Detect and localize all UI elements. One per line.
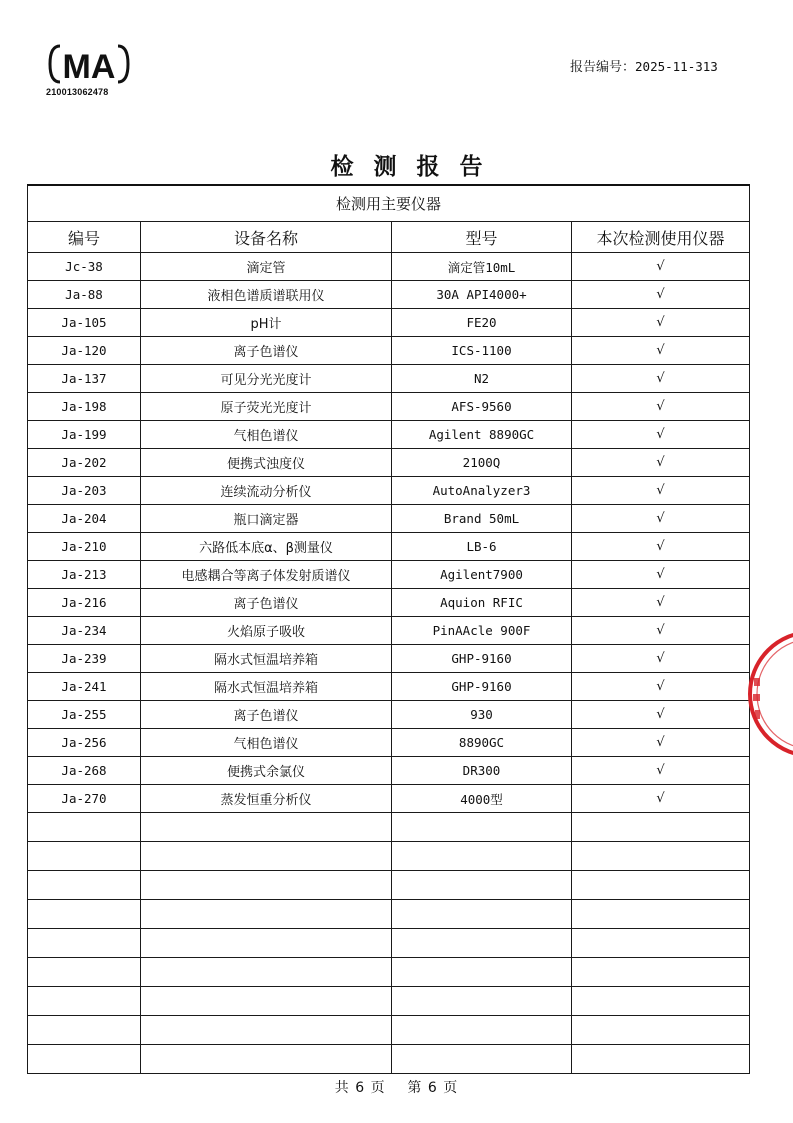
table-row <box>28 477 750 505</box>
blank-table-row <box>28 958 750 987</box>
blank-cell <box>392 813 572 842</box>
instrument-table <box>27 184 750 1074</box>
blank-table-row <box>28 987 750 1016</box>
cell-model: 滴定管10mL <box>392 253 572 281</box>
cell-name: 离子色谱仪 <box>141 337 392 365</box>
cell-model: Agilent 8890GC <box>392 421 572 449</box>
cell-code: Ja-241 <box>28 673 141 701</box>
cell-used-check: √ <box>572 617 750 645</box>
cell-name: 离子色谱仪 <box>141 589 392 617</box>
blank-table-row <box>28 929 750 958</box>
blank-cell <box>141 842 392 871</box>
cell-name: 六路低本底α、β测量仪 <box>141 533 392 561</box>
total-pages: 共 6 页 <box>334 1080 386 1096</box>
red-seal-stamp <box>742 628 793 760</box>
cell-model: AFS-9560 <box>392 393 572 421</box>
table-row <box>28 785 750 813</box>
blank-cell <box>141 1016 392 1045</box>
cell-code: Ja-105 <box>28 309 141 337</box>
cell-model: Agilent7900 <box>392 561 572 589</box>
cell-name: 蒸发恒重分析仪 <box>141 785 392 813</box>
cell-model: 930 <box>392 701 572 729</box>
cell-used-check: √ <box>572 421 750 449</box>
cell-used-check: √ <box>572 449 750 477</box>
column-header-model: 型号 <box>392 222 572 253</box>
table-row <box>28 337 750 365</box>
blank-cell <box>572 1016 750 1045</box>
blank-cell <box>392 929 572 958</box>
table-row <box>28 253 750 281</box>
cell-code: Ja-202 <box>28 449 141 477</box>
cell-used-check: √ <box>572 533 750 561</box>
blank-cell <box>28 813 141 842</box>
cell-name: 原子荧光光度计 <box>141 393 392 421</box>
cell-code: Ja-255 <box>28 701 141 729</box>
table-row <box>28 393 750 421</box>
cell-model: AutoAnalyzer3 <box>392 477 572 505</box>
cell-used-check: √ <box>572 337 750 365</box>
table-row <box>28 617 750 645</box>
cell-used-check: √ <box>572 561 750 589</box>
current-page: 第 6 页 <box>407 1080 459 1096</box>
blank-table-row <box>28 1016 750 1045</box>
blank-cell <box>572 1045 750 1074</box>
cell-used-check: √ <box>572 281 750 309</box>
blank-table-row <box>28 813 750 842</box>
cell-used-check: √ <box>572 393 750 421</box>
cell-code: Ja-88 <box>28 281 141 309</box>
blank-cell <box>28 958 141 987</box>
blank-cell <box>392 1045 572 1074</box>
table-header-row <box>28 222 750 253</box>
cma-logo-text: MA <box>62 48 116 86</box>
table-row <box>28 729 750 757</box>
report-number-label: 报告编号： <box>570 60 636 75</box>
cell-name: 火焰原子吸收 <box>141 617 392 645</box>
table-row <box>28 309 750 337</box>
cell-model: DR300 <box>392 757 572 785</box>
table-row <box>28 561 750 589</box>
cell-model: GHP-9160 <box>392 645 572 673</box>
blank-cell <box>572 900 750 929</box>
page-title: 检测报告 <box>330 153 503 180</box>
blank-cell <box>392 1016 572 1045</box>
cell-used-check: √ <box>572 365 750 393</box>
cell-used-check: √ <box>572 645 750 673</box>
blank-cell <box>392 987 572 1016</box>
blank-table-row <box>28 842 750 871</box>
cell-used-check: √ <box>572 253 750 281</box>
cell-name: 便携式浊度仪 <box>141 449 392 477</box>
blank-table-row <box>28 1045 750 1074</box>
blank-cell <box>28 871 141 900</box>
table-body <box>28 253 750 1074</box>
blank-cell <box>392 842 572 871</box>
cell-name: 气相色谱仪 <box>141 729 392 757</box>
report-number-value: 2025-11-313 <box>635 59 718 74</box>
cell-code: Ja-199 <box>28 421 141 449</box>
table-row <box>28 365 750 393</box>
table-row <box>28 281 750 309</box>
page-footer <box>0 1077 793 1097</box>
blank-cell <box>28 987 141 1016</box>
cell-used-check: √ <box>572 729 750 757</box>
blank-cell <box>392 900 572 929</box>
table-row <box>28 449 750 477</box>
cell-name: 连续流动分析仪 <box>141 477 392 505</box>
blank-cell <box>392 871 572 900</box>
cell-model: FE20 <box>392 309 572 337</box>
table-row <box>28 505 750 533</box>
cell-used-check: √ <box>572 757 750 785</box>
cell-code: Ja-120 <box>28 337 141 365</box>
column-header-used: 本次检测使用仪器 <box>572 222 750 253</box>
table-caption: 检测用主要仪器 <box>28 185 750 222</box>
blank-cell <box>141 871 392 900</box>
cell-name: 瓶口滴定器 <box>141 505 392 533</box>
cell-model: ICS-1100 <box>392 337 572 365</box>
cell-used-check: √ <box>572 589 750 617</box>
blank-table-row <box>28 900 750 929</box>
cell-model: LB-6 <box>392 533 572 561</box>
cell-model: Brand 50mL <box>392 505 572 533</box>
cell-code: Ja-210 <box>28 533 141 561</box>
table-row <box>28 757 750 785</box>
cell-name: 滴定管 <box>141 253 392 281</box>
cell-code: Ja-203 <box>28 477 141 505</box>
blank-cell <box>572 958 750 987</box>
cell-model: 4000型 <box>392 785 572 813</box>
table-row <box>28 673 750 701</box>
cma-certificate-number: 210013062478 <box>46 87 109 97</box>
cell-code: Ja-213 <box>28 561 141 589</box>
cell-model: 30A API4000+ <box>392 281 572 309</box>
cell-code: Ja-198 <box>28 393 141 421</box>
table-row <box>28 645 750 673</box>
cell-code: Ja-268 <box>28 757 141 785</box>
column-header-name: 设备名称 <box>141 222 392 253</box>
cell-used-check: √ <box>572 477 750 505</box>
cell-code: Ja-234 <box>28 617 141 645</box>
cell-model: 8890GC <box>392 729 572 757</box>
cell-model: N2 <box>392 365 572 393</box>
cell-used-check: √ <box>572 505 750 533</box>
cell-model: PinAAcle 900F <box>392 617 572 645</box>
blank-cell <box>28 929 141 958</box>
cell-model: Aquion RFIC <box>392 589 572 617</box>
cell-code: Ja-256 <box>28 729 141 757</box>
blank-cell <box>28 1045 141 1074</box>
blank-cell <box>572 871 750 900</box>
cell-name: 便携式余氯仪 <box>141 757 392 785</box>
cell-code: Ja-137 <box>28 365 141 393</box>
table-row <box>28 421 750 449</box>
table-row <box>28 589 750 617</box>
table-caption-row <box>28 185 750 222</box>
blank-cell <box>141 958 392 987</box>
blank-cell <box>572 842 750 871</box>
cell-used-check: √ <box>572 673 750 701</box>
blank-cell <box>141 813 392 842</box>
cell-used-check: √ <box>572 701 750 729</box>
blank-table-row <box>28 871 750 900</box>
blank-cell <box>28 900 141 929</box>
blank-cell <box>28 1016 141 1045</box>
blank-cell <box>141 987 392 1016</box>
blank-cell <box>572 987 750 1016</box>
blank-cell <box>572 813 750 842</box>
table-row <box>28 533 750 561</box>
cell-used-check: √ <box>572 309 750 337</box>
cell-name: 电感耦合等离子体发射质谱仪 <box>141 561 392 589</box>
cell-used-check: √ <box>572 785 750 813</box>
blank-cell <box>141 929 392 958</box>
cell-name: pH计 <box>141 309 392 337</box>
blank-cell <box>141 900 392 929</box>
blank-cell <box>572 929 750 958</box>
table-row <box>28 701 750 729</box>
cell-name: 离子色谱仪 <box>141 701 392 729</box>
blank-cell <box>141 1045 392 1074</box>
cell-name: 可见分光光度计 <box>141 365 392 393</box>
cell-code: Ja-239 <box>28 645 141 673</box>
cell-name: 气相色谱仪 <box>141 421 392 449</box>
cell-code: Ja-270 <box>28 785 141 813</box>
column-header-code: 编号 <box>28 222 141 253</box>
cell-model: GHP-9160 <box>392 673 572 701</box>
blank-cell <box>28 842 141 871</box>
blank-cell <box>392 958 572 987</box>
cell-name: 隔水式恒温培养箱 <box>141 673 392 701</box>
cell-code: Ja-216 <box>28 589 141 617</box>
cell-name: 液相色谱质谱联用仪 <box>141 281 392 309</box>
cell-model: 2100Q <box>392 449 572 477</box>
cell-code: Ja-204 <box>28 505 141 533</box>
cell-code: Jc-38 <box>28 253 141 281</box>
report-number <box>570 56 718 75</box>
cell-name: 隔水式恒温培养箱 <box>141 645 392 673</box>
